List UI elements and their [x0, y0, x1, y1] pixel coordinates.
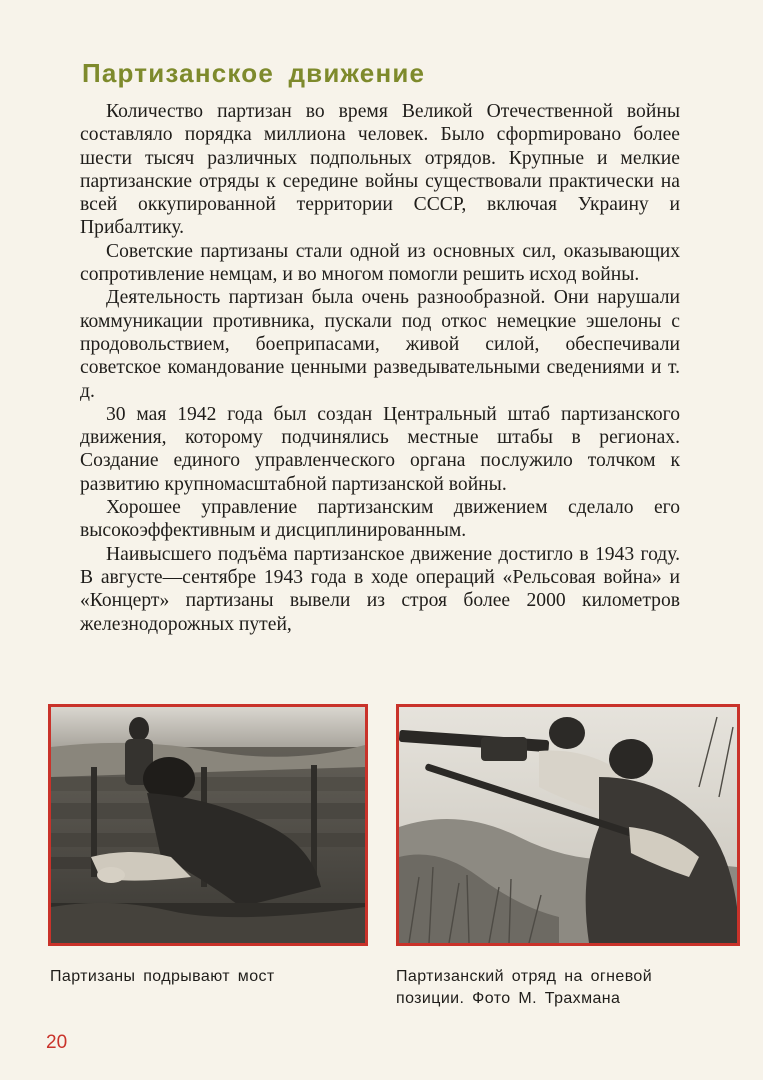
paragraph-3: Деятельность партизан была очень разнообразной. Они нарушали коммуникации противника, пускали под откос немецкие эшелоны с продовольствием, боеприпасами, живой силой, обеспечивали советское командование ценными разведывательными сведениями и т. д.: [80, 287, 680, 402]
photo-firing-position-illustration: [399, 707, 737, 943]
photo-bridge-illustration: [51, 707, 365, 943]
paragraph-4: 30 мая 1942 года был создан Центральный штаб партизанского движения, которому подчинялись местные штабы в регионах. Создание единого управленческого органа послужило толчком к развитию крупномасштабной партизанской войны.: [80, 403, 680, 495]
caption-photo-left: Партизаны подрывают мост: [50, 968, 275, 985]
page-title: Партизанское движение: [82, 58, 426, 88]
photo-partisan-firing-position: [396, 704, 740, 946]
article-body: [80, 100, 680, 636]
page-number: 20: [46, 1032, 68, 1053]
paragraph-6: Наивысшего подъёма партизанское движение достигло в 1943 году. В августе—сентябре 1943 года в ходе операций «Рельсовая война» и «Концерт» партизаны вывели из строя более 2000 километров железнодорожных путей,: [80, 543, 680, 635]
photo-partisans-bridge: [48, 704, 368, 946]
caption-photo-right: Партизанский отряд на огневой позиции. Фото М. Трахмана: [396, 968, 653, 1007]
paragraph-5: Хорошее управление партизанским движением сделало его высокоэффективным и дисциплинированным.: [80, 497, 680, 542]
paragraph-2: Советские партизаны стали одной из основных сил, оказывающих сопротивление немцам, и во многом помогли решить исход войны.: [80, 240, 680, 286]
paragraph-1: Количество партизан во время Великой Отечественной войны составляло порядка миллиона человек. Было сфорmировано более шести тысяч различных подпольных отрядов. Крупные и мелкие партизанские отряды к середине войны существовали практически на всей оккупированной территории СССР, включая Украину и Прибалтику.: [80, 101, 680, 239]
